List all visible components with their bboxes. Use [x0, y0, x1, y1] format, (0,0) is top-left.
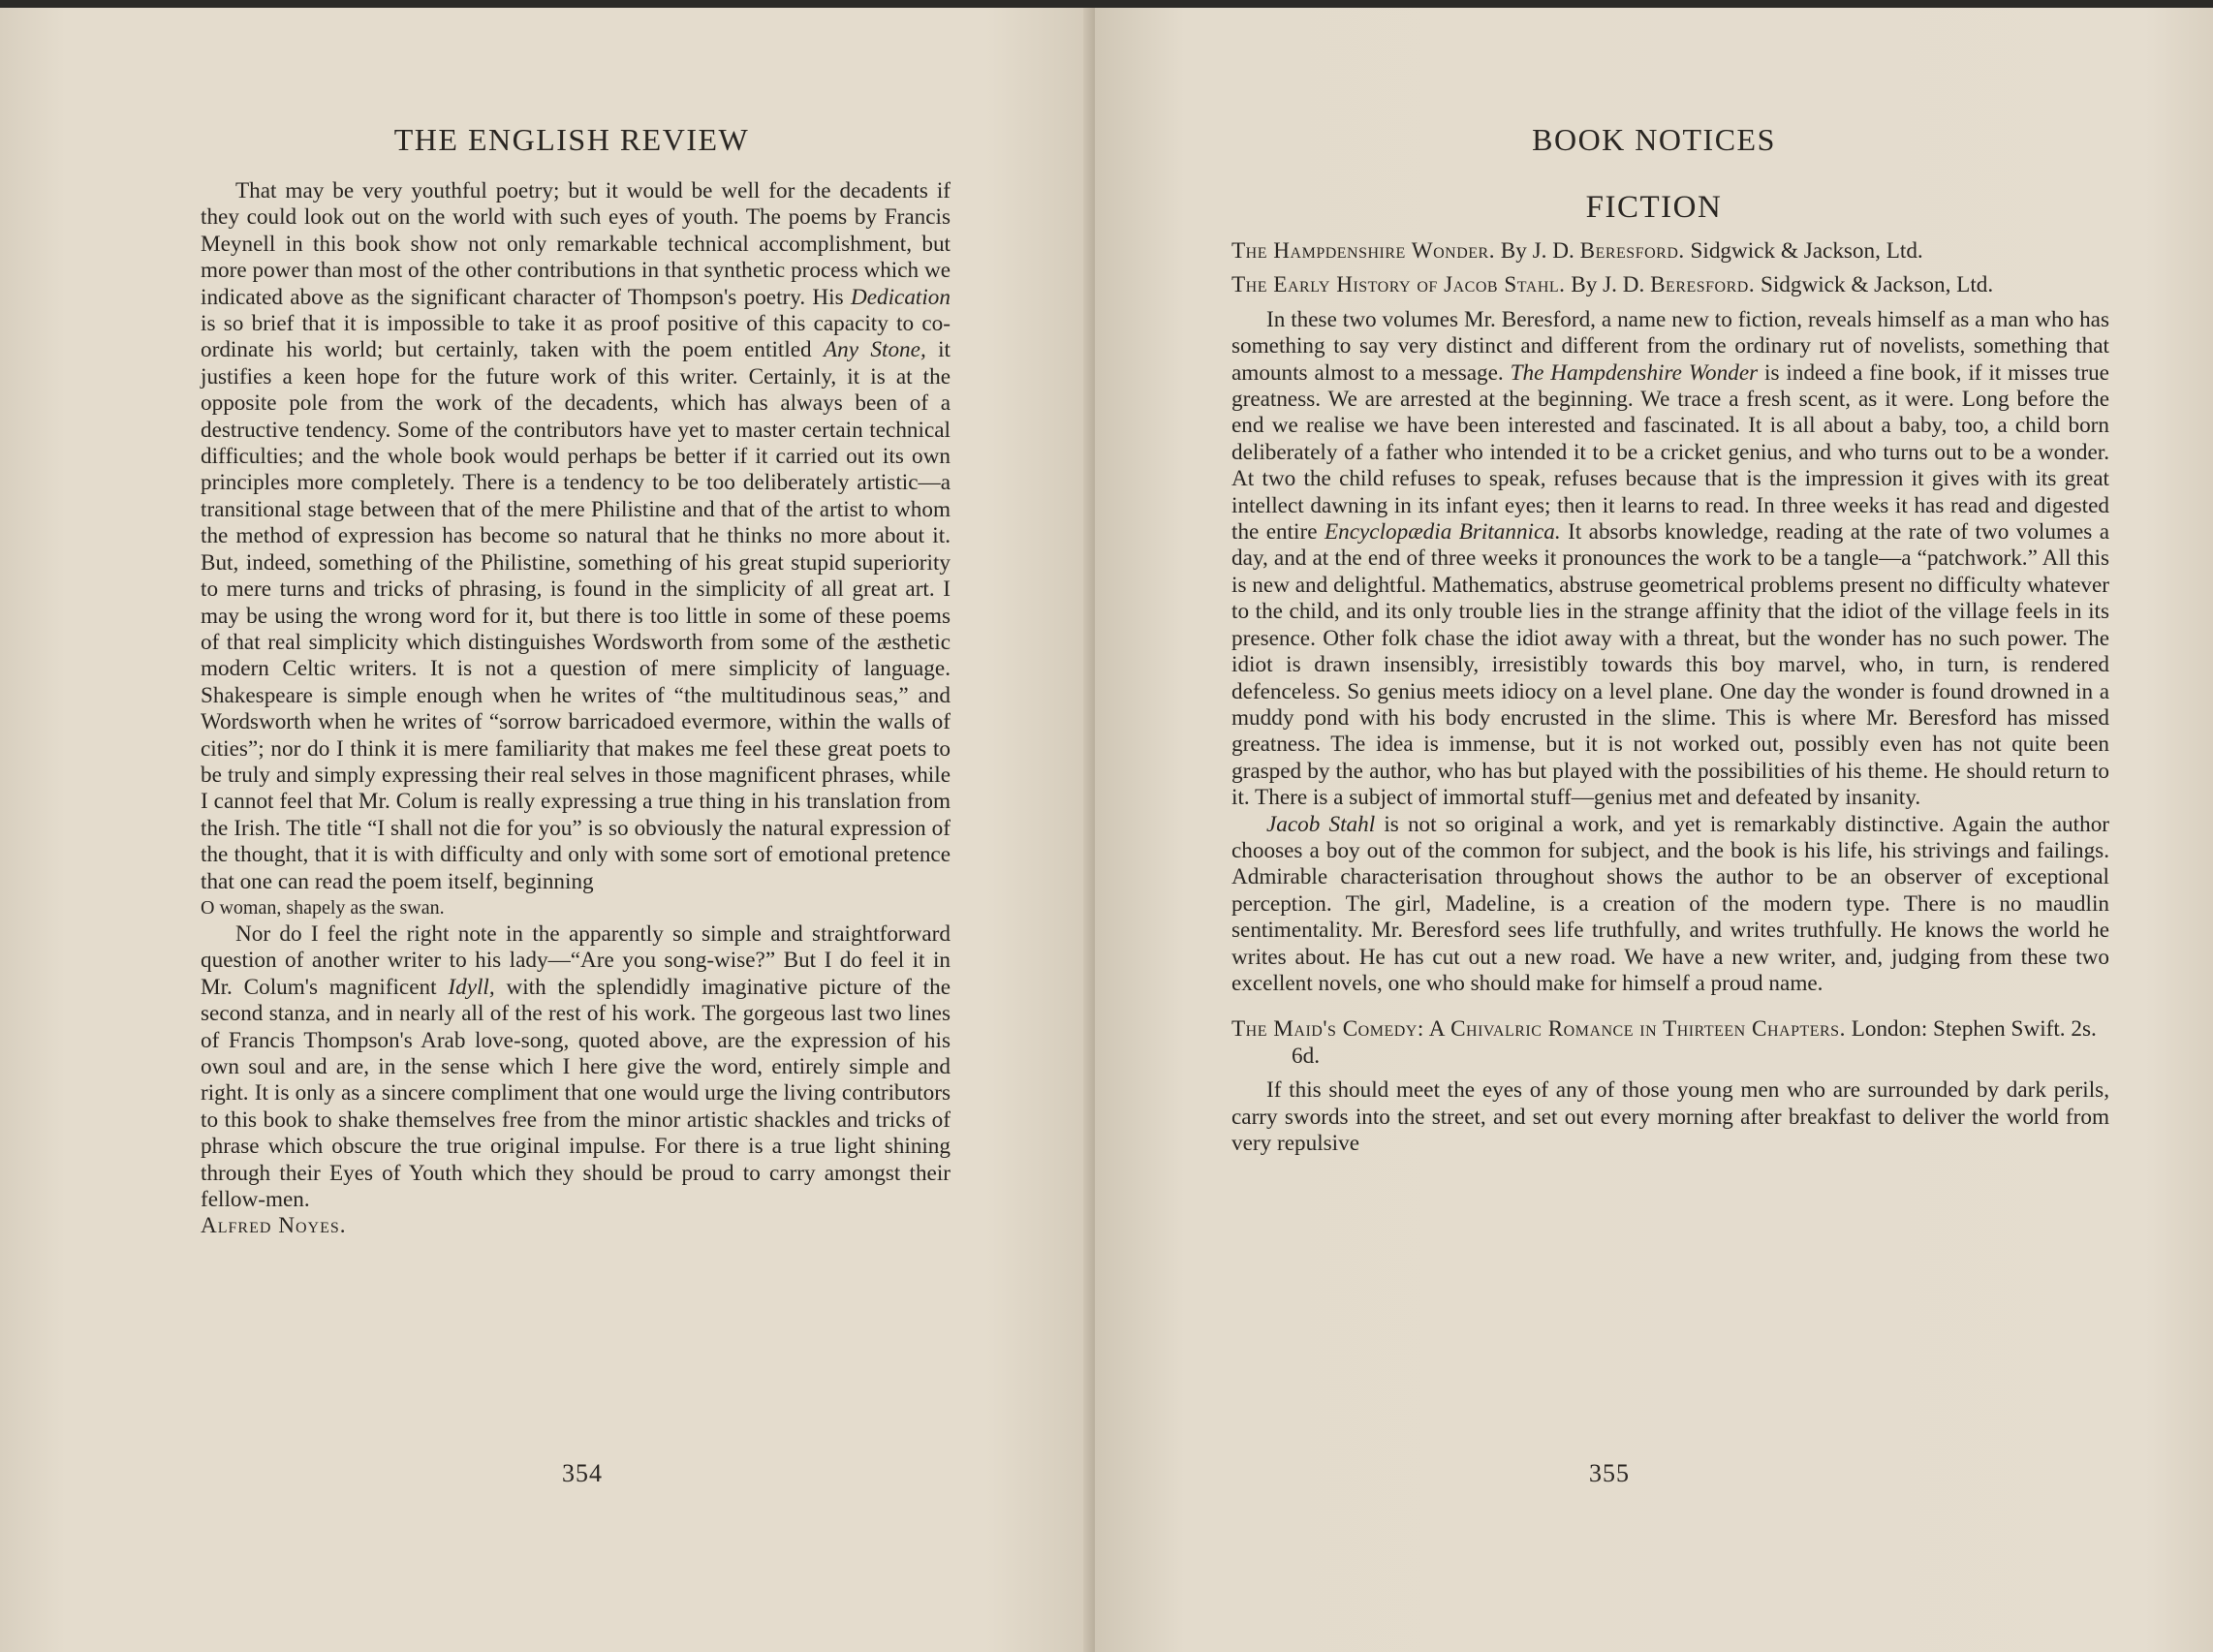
book-entry: The Early History of Jacob Stahl. By J. D. Beresford. Sidgwick & Jackson, Ltd.	[1231, 272, 1994, 298]
left-body	[201, 178, 951, 1240]
right-body	[1231, 238, 2109, 1157]
book-entry: The Maid's Comedy: A Chivalric Romance in Thirteen Chapters. London: Stephen Swift. 2s. 6d.	[1231, 1016, 2097, 1069]
page-number: 354	[562, 1459, 603, 1487]
paragraph: If this should meet the eyes of any of those young men who are surrounded by dark perils, carry swords into the street, and set out every morning after breakfast to deliver the world from very repulsive	[1231, 1077, 2109, 1156]
book-entry: The Hampdenshire Wonder. By J. D. Beresford. Sidgwick & Jackson, Ltd.	[1231, 238, 1923, 264]
paragraph: That may be very youthful poetry; but it would be well for the decadents if they could look out on the world with such eyes of youth. The poems by Francis Meynell in this book show not only remarkable technical accomplishment, but more power than most of the other contributions in that synthetic process which we indicated above as the significant character of Thompson's poetry. His Dedication is so brief that it is impossible to take it as proof positive of this capacity to co-ordinate his world; but certainly, taken with the poem entitled Any Stone, it justifies a keen hope for the future work of this writer. Certainly, it is at the opposite pole from the work of the decadents, which has always been of a destructive tendency. Some of the contributors have yet to master certain technical difficulties; and the whole book would perhaps be better if it carried out its own principles more completely. There is a tendency to be too deliberately artistic—a transitional stage between that of the mere Philistine and that of the artist to whom the method of expression has become so natural that he thinks no more about it. But, indeed, something of the Philistine, something of his great stupid superiority to mere turns and tricks of phrasing, is found in the simplicity of all great art. I may be using the wrong word for it, but there is too little in some of these poems of that real simplicity which distinguishes Wordsworth from some of the æsthetic modern Celtic writers. It is not a question of mere simplicity of language. Shakespeare is simple enough when he writes of “the multitudinous seas,” and Wordsworth when he writes of “sorrow barricadoed evermore, within the walls of cities”; nor do I think it is mere familiarity that makes me feel these great poets to be truly and simply expressing their real selves in those magnificent phrases, while I cannot feel that Mr. Colum is really expressing a true thing in his translation from the Irish. The title “I shall not die for you” is so obviously the natural expression of the thought, that it is with difficulty and only with some sort of emotional pretence that one can read the poem itself, beginning	[201, 178, 951, 894]
author-signature: Alfred Noyes.	[201, 1213, 347, 1239]
book-spread	[0, 8, 2213, 1652]
verse-quote: O woman, shapely as the swan.	[201, 896, 445, 919]
running-head: THE ENGLISH REVIEW	[393, 122, 750, 157]
right-page	[1095, 8, 2213, 1652]
page-number: 355	[1589, 1459, 1630, 1487]
section-title: FICTION	[1585, 190, 1723, 225]
left-page	[0, 8, 1095, 1652]
paragraph: Nor do I feel the right note in the apparently so simple and straightforward question of another writer to his lady—“Are you song-wise?” But I do feel it in Mr. Colum's magnificent Idyll, with the splendidly imaginative picture of the second stanza, and in nearly all of the rest of his work. The gorgeous last two lines of Francis Thompson's Arab love-song, quoted above, are the expression of his own soul and are, in the sense which I here give the word, entirely simple and right. It is only as a sincere compliment that one would urge the living contributors to this book to shake themselves free from the minor artistic shackles and tricks of phrase which obscure the true original impulse. For there is a true light shining through their Eyes of Youth which they should be proud to carry amongst their fellow-men.	[201, 920, 951, 1213]
paragraph: Jacob Stahl is not so original a work, and yet is remarkably distinctive. Again the author chooses a boy out of the common for subject, and the book is his life, his strivings and failings. Admirable characterisation throughout shows the author to be an observer of exceptional perception. The girl, Madeline, is a creation of the modern type. There is no maudlin sentimentality. Mr. Beresford sees life truthfully, and writes truthfully. He knows the world he writes about. He has cut out a new road. We have a new writer, and, judging from these two excellent novels, one who should make for himself a proud name.	[1231, 811, 2110, 996]
running-head: BOOK NOTICES	[1532, 122, 1776, 157]
spacer	[1231, 997, 2109, 1016]
paragraph: In these two volumes Mr. Beresford, a name new to fiction, reveals himself as a man who has something to say very distinct and different from the ordinary rut of novelists, something that amounts almost to a message. The Hampdenshire Wonder is indeed a fine book, if it misses true greatness. We are arrested at the beginning. We trace a fresh scent, as it were. Long before the end we realise we have been interested and fascinated. It is all about a baby, too, a child born deliberately of a father who intended it to be a cricket genius, and who turns out to be a wonder. At two the child refuses to speak, refuses because that is the impression it gives with its great intellect dawning in its infant eyes; then it learns to read. In three weeks it has read and digested the entire Encyclopædia Britannica. It absorbs knowledge, reading at the rate of two volumes a day, and at the end of three weeks it pronounces the work to be a tangle—a “patchwork.” All this is new and delightful. Mathematics, abstruse geometrical problems present no difficulty whatever to the child, and its only trouble lies in the strange affinity that the idiot of the village feels in its presence. Other folk chase the idiot away with a threat, but the wonder has no such power. The idiot is drawn insensibly, irresistibly towards this boy marvel, who, in turn, is rendered defenceless. So genius meets idiocy on a level plane. One day the wonder is found drowned in a muddy pond with his body encrusted in the slime. This is where Mr. Beresford has missed greatness. The idea is immense, but it is not worked out, possibly even has not quite been grasped by the author, who has but played with the possibilities of his theme. He should return to it. There is a subject of immortal stuff—genius met and defeated by insanity.	[1231, 306, 2109, 811]
